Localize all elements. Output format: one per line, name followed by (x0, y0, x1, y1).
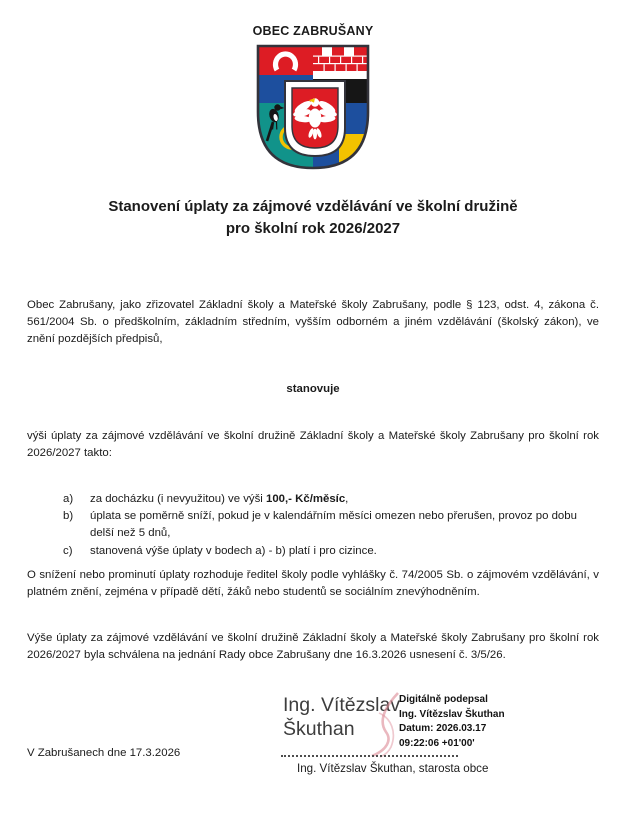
coa-wall-merlon (344, 46, 354, 56)
signature-dotted-line (281, 755, 458, 757)
coa-wall-merlon (322, 46, 332, 56)
list-item-text-before: stanovená výše úplaty v bodech a) - b) platí i pro cizince. (90, 544, 377, 557)
list-item-text (90, 491, 599, 508)
list-item-text (90, 508, 599, 542)
fee-conditions-list (63, 491, 599, 560)
list-item-text (90, 543, 599, 560)
digital-signature-name-line1: Ing. Vítězslav (283, 694, 401, 716)
list-item-text-before: úplata se poměrně sníží, pokud je v kalendářním měsíci omezen nebo přerušen, provoz po dobu delší než 5 dnů, (90, 510, 577, 540)
document-title-line1: Stanovení úplaty za zájmové vzdělávání ve školní družině (108, 198, 518, 215)
document-title (27, 196, 599, 240)
list-item (63, 508, 599, 542)
list-item-text-bold: 100,- Kč/měsíc (266, 493, 346, 505)
coa-field-red-wall (313, 46, 370, 71)
signature-caption: Ing. Vítězslav Škuthan, starosta obce (297, 762, 489, 775)
coat-of-arms (256, 44, 370, 171)
paragraph-fee-intro: výši úplaty za zájmové vzdělávání ve školní družině Základní školy a Mateřské školy Zabrušany pro školní rok 2026/2027 takto: (27, 430, 599, 459)
paragraph-preamble: Obec Zabrušany, jako zřizovatel Základní školy a Mateřské školy Zabrušany, podle § 123, odst. 4, zákona č. 561/2004 Sb. o předškolním, základním středním, vyšším odborném a jiném vzdělávání (školský zákon), ve znění pozdějších předpisů, (27, 299, 599, 345)
coa-stripe-white (313, 71, 370, 79)
list-item-text-after: , (345, 493, 349, 505)
document-title-line2: pro školní rok 2026/2027 (225, 220, 401, 237)
paragraph-approval: Výše úplaty za zájmové vzdělávání ve školní družině Základní školy a Mateřské školy Zabrušany pro školní rok 2026/2027 byla schválena na jednání Rady obce Zabrušany dne 16.3.2026 usnesení č. 3/5/26. (27, 631, 599, 661)
decree-word: stanovuje (286, 383, 340, 395)
coa-wall-mortar-line (313, 63, 370, 64)
signature-detail-line: Ing. Vítězslav Škuthan (399, 708, 505, 720)
signature-detail-line: Digitálně podepsal (399, 694, 488, 705)
list-item-text-before: za docházku (i nevyužitou) ve výši (90, 493, 266, 505)
paragraph-reduction: O snížení nebo prominutí úplaty rozhoduje ředitel školy podle vyhlášky č. 74/2005 Sb. o zájmovém vzdělávání, v platném znění, zejména v případě dětí, žáků nebo studentů se sociálním znevýhodněním. (27, 568, 599, 598)
coat-of-arms-graphic (256, 44, 370, 171)
place-and-date: V Zabrušanech dne 17.3.2026 (27, 747, 181, 759)
digital-signature-name-line2: Škuthan (283, 717, 355, 740)
signature-detail-line: 09:22:06 +01'00' (399, 737, 475, 749)
signature-detail-line: Datum: 2026.03.17 (399, 723, 487, 735)
coa-field-red-horseshoe (258, 46, 313, 75)
list-item-marker: a) (63, 493, 74, 505)
organization-name: OBEC ZABRUŠANY (252, 24, 374, 38)
coa-wall-mortar-line (313, 56, 370, 57)
list-item-marker: b) (63, 510, 74, 523)
list-item (63, 543, 599, 560)
list-item (63, 491, 599, 508)
digital-signature-details (399, 693, 505, 751)
list-item-marker: c) (63, 544, 73, 557)
